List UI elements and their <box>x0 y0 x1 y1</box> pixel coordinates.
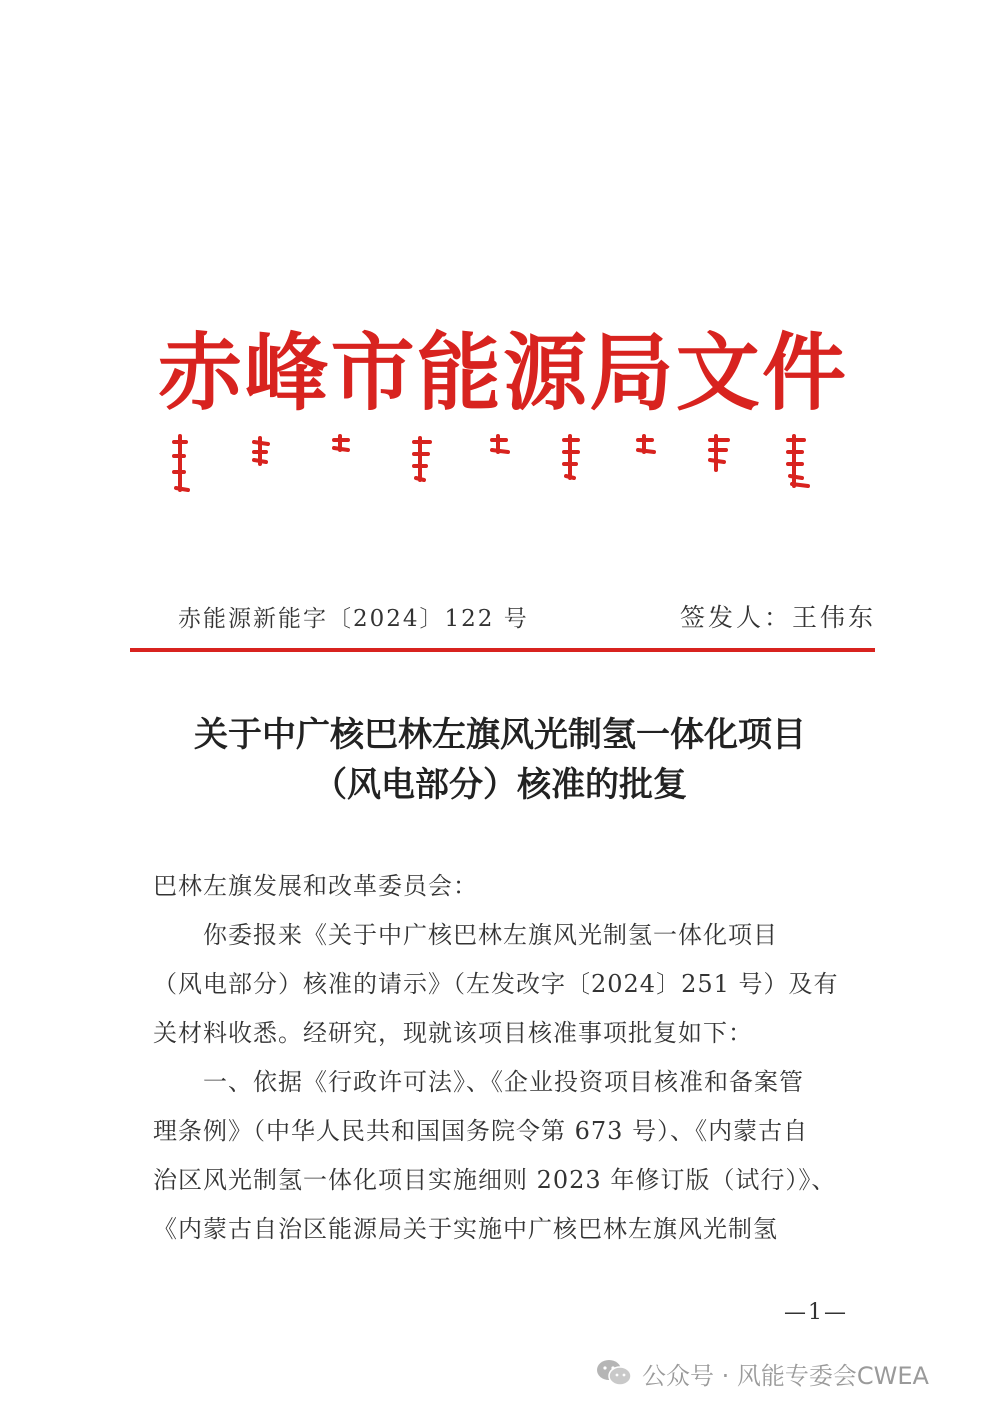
document-number: 赤能源新能字〔2024〕122 号 <box>178 606 529 632</box>
document-title <box>130 710 870 810</box>
agency-header-title: 赤峰市能源局文件 <box>158 324 848 422</box>
body-line: 《内蒙古自治区能源局关于实施中广核巴林左旗风光制氢 <box>153 1215 778 1243</box>
body-line: 理条例》（中华人民共和国国务院令第 673 号）、《内蒙古自 <box>153 1117 809 1145</box>
body-line: 关材料收悉。经研究，现就该项目核准事项批复如下： <box>153 1019 753 1047</box>
watermark-text: 公众号 · 风能专委会CWEA <box>642 1361 929 1390</box>
document-body <box>153 862 853 1254</box>
title-line-2: （风电部分）核准的批复 <box>313 765 687 805</box>
salutation: 巴林左旗发展和改革委员会： <box>153 872 478 900</box>
title-line-1: 关于中广核巴林左旗风光制氢一体化项目 <box>194 715 806 755</box>
red-divider-line <box>130 648 875 652</box>
mongolian-script-banner <box>168 428 828 498</box>
body-line: 你委报来《关于中广核巴林左旗风光制氢一体化项目 <box>153 921 778 949</box>
page-number: —1— <box>784 1300 848 1325</box>
body-line: 治区风光制氢一体化项目实施细则 2023 年修订版（试行）》、 <box>153 1166 837 1194</box>
body-line: （风电部分）核准的请示》（左发改字〔2024〕251 号）及有 <box>153 970 839 998</box>
watermark <box>596 1353 929 1393</box>
wechat-icon <box>596 1358 632 1388</box>
body-line: 一、依据《行政许可法》、《企业投资项目核准和备案管 <box>153 1068 804 1096</box>
issuer-signature: 签发人：王伟东 <box>680 603 877 632</box>
